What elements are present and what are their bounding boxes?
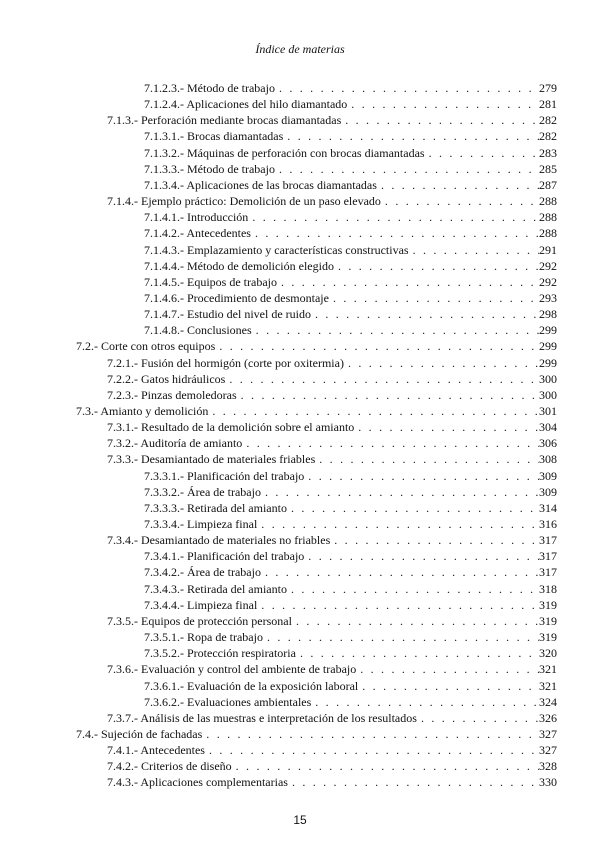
dot-leader bbox=[351, 97, 539, 111]
dot-leader bbox=[338, 259, 539, 273]
toc-entry-label: 7.3.3.1.- Planificación del trabajo bbox=[144, 469, 305, 483]
toc-entry-page: 318 bbox=[539, 582, 557, 596]
toc-entry-page: 288 bbox=[539, 226, 557, 240]
dot-leader bbox=[279, 81, 539, 95]
toc-entry-label: 7.4.- Sujeción de fachadas bbox=[76, 727, 203, 741]
toc-entry-page: 309 bbox=[539, 485, 557, 499]
toc-entry-label: 7.2.3.- Pinzas demoledoras bbox=[107, 388, 237, 402]
toc-entry-label: 7.4.1.- Antecedentes bbox=[107, 743, 205, 757]
toc-entry-label: 7.3.3.2.- Área de trabajo bbox=[144, 485, 261, 499]
toc-entry-page: 301 bbox=[539, 404, 557, 418]
toc-entry-page: 308 bbox=[539, 452, 557, 466]
toc-entry-label: 7.3.7.- Análisis de las muestras e interpretación de los resultados bbox=[107, 711, 417, 725]
dot-leader bbox=[256, 323, 539, 337]
dot-leader bbox=[315, 695, 539, 709]
toc-entry-label: 7.2.1.- Fusión del hormigón (corte por oxitermia) bbox=[107, 356, 344, 370]
toc-entry-label: 7.1.4.- Ejemplo práctico: Demolición de un paso elevado bbox=[107, 194, 381, 208]
dot-leader bbox=[358, 420, 539, 434]
dot-leader bbox=[296, 614, 539, 628]
toc-entry bbox=[144, 321, 557, 337]
toc-entry-page: 288 bbox=[539, 194, 557, 208]
toc-entry-label: 7.4.3.- Aplicaciones complementarias bbox=[107, 775, 288, 789]
toc-entry bbox=[144, 257, 557, 273]
toc-entry bbox=[144, 628, 557, 644]
toc-entry-label: 7.1.4.7.- Estudio del nivel de ruido bbox=[144, 307, 311, 321]
dot-leader bbox=[413, 243, 539, 257]
toc-entry-page: 324 bbox=[539, 695, 557, 709]
toc-entry-page: 326 bbox=[539, 711, 557, 725]
toc-entry bbox=[144, 563, 557, 579]
toc-entry-page: 293 bbox=[539, 291, 557, 305]
toc-entry-page: 316 bbox=[539, 517, 557, 531]
toc-entry-label: 7.3.3.- Desamiantado de materiales friables bbox=[107, 452, 316, 466]
dot-leader bbox=[255, 226, 539, 240]
toc-entry bbox=[144, 467, 557, 483]
dot-leader bbox=[362, 679, 539, 693]
toc-entry bbox=[144, 160, 557, 176]
toc-entry bbox=[144, 677, 557, 693]
toc-entry-label: 7.1.2.3.- Método de trabajo bbox=[144, 81, 275, 95]
toc-entry-page: 300 bbox=[539, 388, 557, 402]
page-number: 15 bbox=[293, 813, 307, 827]
toc-entry-page: 304 bbox=[539, 420, 557, 434]
toc-entry-label: 7.3.6.- Evaluación y control del ambiente de trabajo bbox=[107, 662, 357, 676]
toc-entry-label: 7.3.5.1.- Ropa de trabajo bbox=[144, 630, 263, 644]
toc-entry-page: 281 bbox=[539, 97, 557, 111]
toc-entry-label: 7.1.4.3.- Emplazamiento y características constructivas bbox=[144, 243, 409, 257]
toc-entry-page: 319 bbox=[539, 630, 557, 644]
toc-entry-label: 7.1.4.2.- Antecedentes bbox=[144, 226, 251, 240]
toc-entry bbox=[144, 127, 557, 143]
toc-entry-label: 7.1.3.2.- Máquinas de perforación con brocas diamantadas bbox=[144, 146, 425, 160]
dot-leader bbox=[292, 775, 539, 789]
toc-entry bbox=[107, 612, 557, 628]
toc-entry-label: 7.2.2.- Gatos hidráulicos bbox=[107, 372, 226, 386]
dot-leader bbox=[315, 307, 539, 321]
toc-entry bbox=[76, 402, 557, 418]
dot-leader bbox=[212, 404, 539, 418]
toc-entry bbox=[107, 757, 557, 773]
dot-leader bbox=[334, 533, 539, 547]
toc-entry-label: 7.3.1.- Resultado de la demolición sobre el amianto bbox=[107, 420, 355, 434]
dot-leader bbox=[229, 372, 539, 386]
toc-entry-page: 321 bbox=[539, 679, 557, 693]
toc-entry-page: 287 bbox=[539, 178, 557, 192]
toc-entry bbox=[107, 709, 557, 725]
dot-leader bbox=[209, 743, 539, 757]
toc-entry-page: 327 bbox=[539, 743, 557, 757]
dot-leader bbox=[319, 452, 539, 466]
dot-leader bbox=[265, 485, 539, 499]
toc-entry-label: 7.1.4.5.- Equipos de trabajo bbox=[144, 275, 277, 289]
toc-entry-page: 317 bbox=[539, 549, 557, 563]
toc-entry bbox=[144, 499, 557, 515]
dot-leader bbox=[381, 178, 539, 192]
toc-entry-page: 314 bbox=[539, 501, 557, 515]
toc-entry bbox=[144, 208, 557, 224]
toc-entry-page: 299 bbox=[539, 356, 557, 370]
toc-entry-page: 299 bbox=[539, 339, 557, 353]
toc-entry-label: 7.3.3.3.- Retirada del amianto bbox=[144, 501, 287, 515]
toc-entry-page: 319 bbox=[539, 614, 557, 628]
toc-entry bbox=[144, 483, 557, 499]
toc-entry-page: 309 bbox=[539, 469, 557, 483]
toc-entry-page: 279 bbox=[539, 81, 557, 95]
toc-entry-page: 306 bbox=[539, 436, 557, 450]
toc-entry-page: 330 bbox=[539, 775, 557, 789]
toc-entry-page: 282 bbox=[539, 113, 557, 127]
toc-entry bbox=[144, 644, 557, 660]
dot-leader bbox=[333, 291, 539, 305]
dot-leader bbox=[360, 662, 539, 676]
toc-entry bbox=[144, 580, 557, 596]
toc-entry-page: 282 bbox=[539, 129, 557, 143]
toc-entry-label: 7.1.4.1.- Introducción bbox=[144, 210, 249, 224]
toc-entry bbox=[107, 192, 557, 208]
toc-entry bbox=[144, 241, 557, 257]
dot-leader bbox=[291, 501, 539, 515]
dot-leader bbox=[252, 210, 539, 224]
dot-leader bbox=[261, 517, 539, 531]
toc-entry-label: 7.1.3.1.- Brocas diamantadas bbox=[144, 129, 284, 143]
toc-entry bbox=[107, 660, 557, 676]
toc-entry-page: 285 bbox=[539, 162, 557, 176]
toc-entry-label: 7.4.2.- Criterios de diseño bbox=[107, 759, 232, 773]
toc-entry bbox=[144, 144, 557, 160]
toc-entry-label: 7.2.- Corte con otros equipos bbox=[76, 339, 216, 353]
toc-entry-page: 300 bbox=[539, 372, 557, 386]
toc-entry-label: 7.1.4.6.- Procedimiento de desmontaje bbox=[144, 291, 329, 305]
dot-leader bbox=[281, 275, 539, 289]
toc-entry bbox=[76, 337, 557, 353]
dot-leader bbox=[246, 436, 539, 450]
toc-entry bbox=[144, 79, 557, 95]
toc-entry-page: 321 bbox=[539, 662, 557, 676]
toc-entry bbox=[107, 354, 557, 370]
toc-entry bbox=[144, 273, 557, 289]
toc-entry-label: 7.3.5.- Equipos de protección personal bbox=[107, 614, 292, 628]
toc-entry-label: 7.3.6.1.- Evaluación de la exposición laboral bbox=[144, 679, 359, 693]
toc-entry-page: 292 bbox=[539, 275, 557, 289]
toc-entry-page: 317 bbox=[539, 565, 557, 579]
toc-entry-page: 317 bbox=[539, 533, 557, 547]
toc-entry-label: 7.3.- Amianto y demolición bbox=[76, 404, 209, 418]
toc-entry-page: 283 bbox=[539, 146, 557, 160]
toc-entry-label: 7.1.2.4.- Aplicaciones del hilo diamantado bbox=[144, 97, 348, 111]
toc-entry-label: 7.3.4.4.- Limpieza final bbox=[144, 598, 258, 612]
toc-entry-page: 328 bbox=[539, 759, 557, 773]
toc-entry bbox=[144, 693, 557, 709]
toc-entry-label: 7.1.3.4.- Aplicaciones de las brocas diamantadas bbox=[144, 178, 377, 192]
dot-leader bbox=[206, 727, 539, 741]
toc-entry-label: 7.3.4.3.- Retirada del amianto bbox=[144, 582, 287, 596]
toc-entry bbox=[107, 370, 557, 386]
toc-entry bbox=[107, 450, 557, 466]
toc-entry bbox=[76, 725, 557, 741]
dot-leader bbox=[348, 356, 539, 370]
toc-entry-page: 298 bbox=[539, 307, 557, 321]
dot-leader bbox=[385, 194, 539, 208]
toc-entry-label: 7.3.3.4.- Limpieza final bbox=[144, 517, 258, 531]
toc-entry bbox=[144, 224, 557, 240]
toc-entry-label: 7.3.2.- Auditoría de amianto bbox=[107, 436, 243, 450]
dot-leader bbox=[265, 565, 539, 579]
toc-entry-page: 292 bbox=[539, 259, 557, 273]
dot-leader bbox=[241, 388, 539, 402]
dot-leader bbox=[236, 759, 539, 773]
toc-entry bbox=[144, 95, 557, 111]
toc-entry-label: 7.1.3.- Perforación mediante brocas diamantadas bbox=[107, 113, 342, 127]
toc-entry-page: 319 bbox=[539, 598, 557, 612]
toc-entry bbox=[107, 773, 557, 789]
toc-entry-page: 327 bbox=[539, 727, 557, 741]
dot-leader bbox=[287, 129, 539, 143]
toc-entry bbox=[144, 176, 557, 192]
dot-leader bbox=[308, 549, 539, 563]
toc-entry bbox=[107, 386, 557, 402]
dot-leader bbox=[267, 630, 539, 644]
toc-entry bbox=[144, 515, 557, 531]
toc-entry-label: 7.1.4.4.- Método de demolición elegido bbox=[144, 259, 334, 273]
toc-entry bbox=[107, 531, 557, 547]
toc-entry bbox=[107, 111, 557, 127]
toc-entry bbox=[144, 305, 557, 321]
dot-leader bbox=[421, 711, 539, 725]
dot-leader bbox=[429, 146, 539, 160]
toc-entry-label: 7.1.4.8.- Conclusiones bbox=[144, 323, 252, 337]
toc-entry bbox=[107, 434, 557, 450]
toc-entry bbox=[107, 741, 557, 757]
running-header: Índice de materias bbox=[255, 42, 345, 56]
dot-leader bbox=[345, 113, 539, 127]
toc-entry-label: 7.3.5.2.- Protección respiratoria bbox=[144, 646, 296, 660]
toc-entry-label: 7.1.3.3.- Método de trabajo bbox=[144, 162, 275, 176]
dot-leader bbox=[300, 646, 539, 660]
toc-entry bbox=[144, 289, 557, 305]
dot-leader bbox=[261, 598, 539, 612]
toc-entry bbox=[107, 418, 557, 434]
toc-entry-page: 288 bbox=[539, 210, 557, 224]
toc-entry-page: 291 bbox=[539, 243, 557, 257]
dot-leader bbox=[308, 469, 539, 483]
dot-leader bbox=[279, 162, 539, 176]
toc-entry bbox=[144, 596, 557, 612]
toc-entry-label: 7.3.4.- Desamiantado de materiales no friables bbox=[107, 533, 331, 547]
toc-entry-label: 7.3.6.2.- Evaluaciones ambientales bbox=[144, 695, 312, 709]
toc-entry bbox=[144, 547, 557, 563]
dot-leader bbox=[291, 582, 539, 596]
toc-entry-label: 7.3.4.1.- Planificación del trabajo bbox=[144, 549, 305, 563]
toc-entry-page: 320 bbox=[539, 646, 557, 660]
toc-entry-page: 299 bbox=[539, 323, 557, 337]
toc-entry-label: 7.3.4.2.- Área de trabajo bbox=[144, 565, 261, 579]
dot-leader bbox=[219, 339, 539, 353]
